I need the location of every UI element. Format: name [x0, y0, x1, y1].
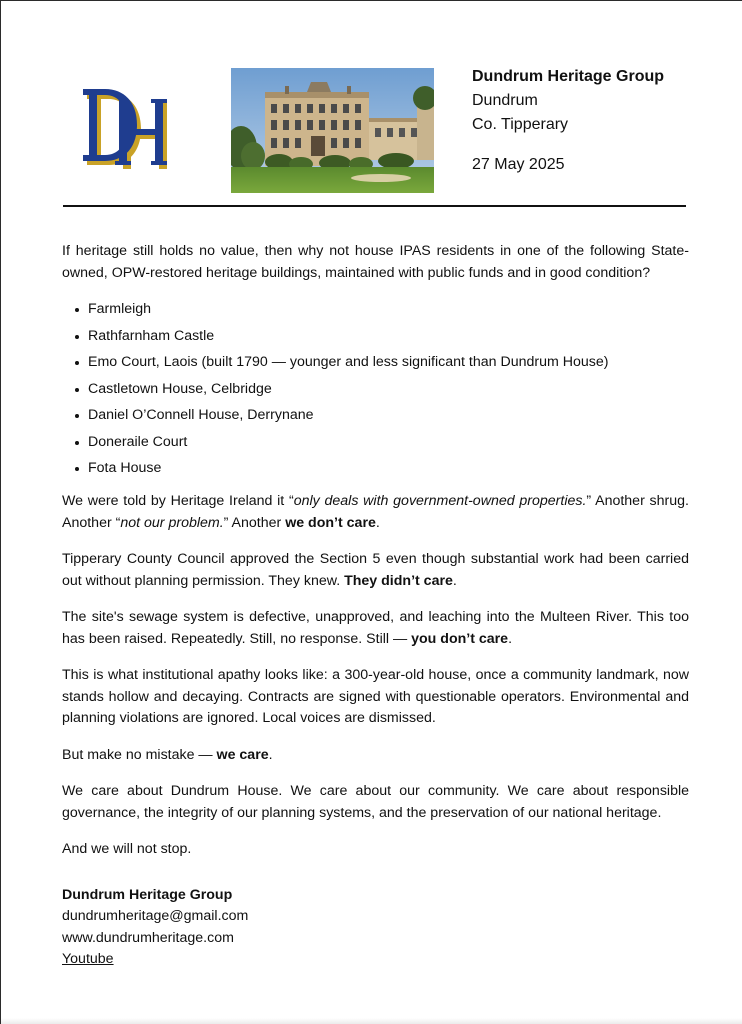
- heritage-ireland-paragraph: [62, 491, 689, 534]
- dh-monogram-logo: [79, 87, 171, 171]
- text-run: ” Another: [223, 514, 286, 531]
- we-care-paragraph: [62, 745, 689, 767]
- letter-body: [62, 241, 689, 971]
- letter-date: 27 May 2025: [472, 156, 565, 173]
- page-edge-shadow: [1, 1018, 742, 1024]
- quote-run: not our problem.: [120, 514, 224, 531]
- text-run: .: [452, 572, 457, 589]
- closing-paragraph: And we will not stop.: [62, 841, 192, 857]
- council-paragraph: [62, 549, 689, 592]
- org-name: Dundrum Heritage Group: [472, 68, 665, 85]
- dundrum-house-photo: [231, 68, 434, 193]
- quote-run: only deals with government-owned properties.: [293, 493, 587, 509]
- text-run: .: [508, 630, 513, 647]
- organization-address-block: [472, 65, 664, 177]
- emphasis-run: you don’t care: [411, 630, 509, 647]
- list-item: Rathfarnham Castle: [62, 326, 689, 347]
- list-item: Emo Court, Laois (built 1790 — younger and less significant than Dundrum House): [62, 352, 689, 373]
- sewage-paragraph: [62, 607, 689, 650]
- text-run: ” Another shrug. Another “: [62, 493, 689, 531]
- text-run: We were told by Heritage Ireland it “: [62, 493, 294, 509]
- signature-name: Dundrum Heritage Group: [62, 886, 233, 903]
- text-run: Tipperary County Council approved the Section 5 even though substantial work had been carried out without planning permission. They knew.: [62, 551, 689, 589]
- community-paragraph: We care about Dundrum House. We care about our community. We care about responsible governance, the integrity of our planning systems, and the preservation of our national heritage.: [62, 783, 689, 821]
- text-run: .: [375, 514, 380, 531]
- apathy-paragraph: This is what institutional apathy looks like: a 300-year-old house, once a community landmark, now stands hollow and decaying. Contracts are signed with questionable operators. Environmental and planning violations are ignored. Local voices are dismissed.: [62, 667, 689, 726]
- list-item: Fota House: [62, 458, 689, 479]
- emphasis-run: They didn’t care: [344, 572, 453, 589]
- address-line-2: Co. Tipperary: [472, 116, 569, 133]
- signature-block: [62, 885, 689, 971]
- signature-website: www.dundrumheritage.com: [62, 929, 234, 946]
- intro-paragraph: If heritage still holds no value, then why not house IPAS residents in one of the following State-owned, OPW-restored heritage buildings, maintained with public funds and in good condition?: [62, 243, 689, 281]
- text-run: The site's sewage system is defective, unapproved, and leaching into the Multeen River. This too has been raised. Repeatedly. Still, no response. Still —: [62, 609, 689, 647]
- youtube-link[interactable]: Youtube: [62, 951, 114, 967]
- list-item: Doneraile Court: [62, 432, 689, 453]
- text-run: .: [268, 746, 273, 763]
- emphasis-run: we don’t care: [285, 514, 376, 531]
- header-divider: [63, 205, 686, 207]
- address-line-1: Dundrum: [472, 92, 538, 109]
- list-item: Castletown House, Celbridge: [62, 379, 689, 400]
- list-item: Daniel O’Connell House, Derrynane: [62, 405, 689, 426]
- text-run: But make no mistake —: [62, 746, 217, 763]
- emphasis-run: we care: [216, 746, 269, 763]
- heritage-buildings-list: [62, 299, 689, 479]
- list-item: Farmleigh: [62, 299, 689, 320]
- signature-email: dundrumheritage@gmail.com: [62, 908, 249, 924]
